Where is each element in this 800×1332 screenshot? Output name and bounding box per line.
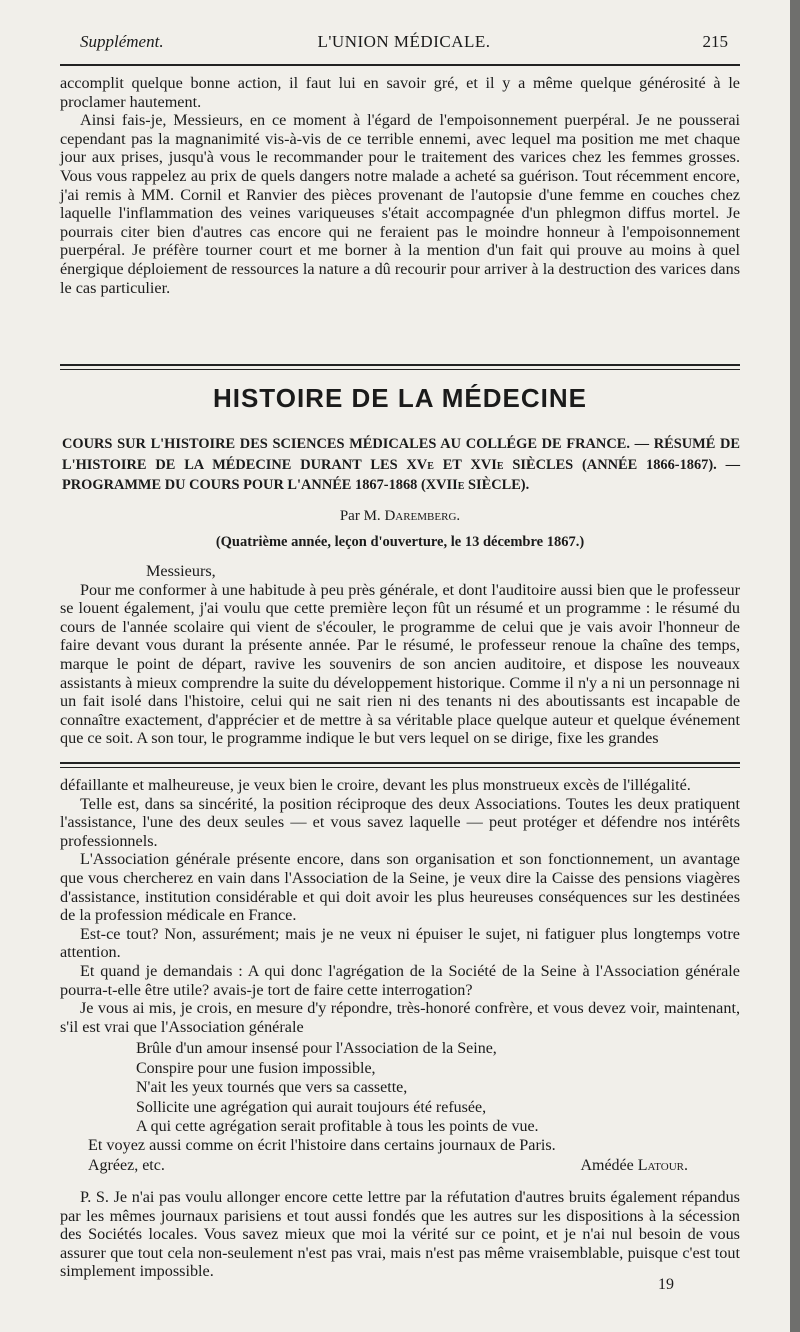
course-title: COURS SUR L'HISTOIRE DES SCIENCES MÉDICALES AU COLLÉGE DE FRANCE. — RÉSUMÉ DE L'HISTOIRE DE LA MÉDECINE DURANT LES XVe ET XVIe SIÈCLES (ANNÉE 1866-1867). — PROGRAMME DU COURS POUR L'ANNÉE 1867-1868 (XVIIe SIÈCLE). bbox=[62, 436, 740, 493]
signature-first: Amédée bbox=[580, 1157, 634, 1174]
paragraph: accomplit quelque bonne action, il faut lui en savoir gré, et il y a même quelque générosité à le proclamer hautement. bbox=[60, 74, 740, 111]
paragraph: Telle est, dans sa sincérité, la position réciproque des deux Associations. Toutes les deux pratiquent l'assistance, l'une des deux seules — et vous savez laquelle — peut protéger et défendre nos intérêts professionnels. bbox=[60, 794, 740, 850]
paragraph: défaillante et malheureuse, je veux bien le croire, devant les plus monstrueux excès de l'illégalité. bbox=[60, 776, 691, 794]
verse-line: A qui cette agrégation serait profitable à tous les points de vue. bbox=[136, 1118, 539, 1136]
letter-text bbox=[60, 776, 740, 1036]
postscript: P. S. Je n'ai pas voulu allonger encore cette lettre par la réfutation d'autres bruits également répandus par les mêmes journaux parisiens et tout aussi fondés que les autres sur les dispositions à la sécession des Sociétés locales. Vous savez mieux que moi la vérité sur ce point, et je n'ai nul besoin de vous assurer que tout cela non-seulement n'est pas vrai, mais n'est pas même vraisemblable, puisque c'est tout simplement impossible. bbox=[60, 1188, 740, 1281]
section-rule-top-2 bbox=[60, 369, 740, 370]
paragraph: Je vous ai mis, je crois, en mesure d'y répondre, très-honoré confrère, et vous devez voir, maintenant, s'il est vrai que l'Association générale bbox=[60, 999, 740, 1036]
footer-page-number: 19 bbox=[658, 1276, 674, 1293]
header-journal-title: L'UNION MÉDICALE. bbox=[317, 32, 491, 51]
running-header bbox=[80, 32, 728, 56]
author-line bbox=[60, 508, 740, 525]
verse-list bbox=[136, 1039, 696, 1137]
verse-line: Brûle d'un amour insensé pour l'Association de la Seine, bbox=[136, 1040, 497, 1057]
sign-off-line bbox=[88, 1157, 688, 1175]
section-rule-top bbox=[60, 364, 740, 366]
postscript-text bbox=[60, 1188, 740, 1281]
author-name: Daremberg. bbox=[384, 508, 461, 524]
lecture-text bbox=[60, 562, 740, 748]
header-rule bbox=[60, 64, 740, 66]
divider-rule-2 bbox=[60, 767, 740, 768]
page-edge-shadow bbox=[790, 0, 800, 1332]
divider-rule bbox=[60, 762, 740, 764]
closing-line bbox=[88, 1136, 740, 1155]
salutation: Messieurs, bbox=[146, 562, 216, 580]
signature bbox=[580, 1157, 688, 1175]
lecture-note: (Quatrième année, leçon d'ouverture, le 13 décembre 1867.) bbox=[215, 534, 585, 550]
paragraph: L'Association générale présente encore, dans son organisation et son fonctionnement, un avantage que vous chercherez en vain dans l'Association de la Seine, je veux dire la Caisse des pensions viagères d'assistance, institution considérable et qui doit avoir les plus heureuses conséquences sur les destinées de la profession médicale en France. bbox=[60, 850, 740, 925]
paragraph: Et quand je demandais : A qui donc l'agrégation de la Société de la Seine à l'Association générale pourra-t-elle être utile? avais-je tort de faire cette interrogation? bbox=[60, 961, 740, 999]
verse-line: N'ait les yeux tournés que vers sa cassette, bbox=[136, 1079, 408, 1097]
top-article-text bbox=[60, 74, 740, 297]
header-supplement: Supplément. bbox=[80, 32, 164, 51]
paragraph: Est-ce tout? Non, assurément; mais je ne veux ni épuiser le sujet, ni fatiguer plus longtemps votre attention. bbox=[60, 924, 740, 962]
signature-last: Latour. bbox=[637, 1157, 688, 1174]
author-prefix: Par M. bbox=[339, 508, 381, 524]
header-page-number: 215 bbox=[702, 32, 728, 51]
section-title: HISTOIRE DE LA MÉDECINE bbox=[212, 383, 588, 413]
paragraph: Pour me conformer à une habitude à peu près générale, et dont l'auditoire aussi bien que le professeur se louent également, j'ai voulu que cette première leçon fût un résumé et un programme : le résumé du cours de l'année scolaire qui vient de s'écouler, le programme de celui que je vais avoir l'honneur de faire devant vous durant la présente année. Par le résumé, le professeur renoue la chaîne des temps, marque le point de départ, ravive les souvenirs de son ancien auditoire, et dispose les nouveaux assistants à mieux comprendre la suite du développement historique. Comme il n'y a ni un personnage ni un fait isolé dans l'histoire, celui qui ne sait rien ni des tenants ni des aboutissants est incapable de connaître exactement, d'apprécier et de mettre à sa véritable place quelque auteur et quelque événement que ce soit. A son tour, le programme indique le but vers lequel on se dirige, fixe les grandes bbox=[60, 580, 740, 748]
closing-text: Et voyez aussi comme on écrit l'histoire dans certains journaux de Paris. bbox=[88, 1136, 556, 1154]
verse-line: Conspire pour une fusion impossible, bbox=[136, 1059, 376, 1077]
paragraph: Ainsi fais-je, Messieurs, en ce moment à l'égard de l'empoisonnement puerpéral. Je ne pousserai cependant pas la magnanimité vis-à-vis de ce terrible ennemi, avec lequel ma position me met chaque jour aux prises, jusqu'à vous le recommander pour le traitement des varices chez les femmes grosses. Vous vous rappelez au prix de quels dangers notre malade a acheté sa guérison. Tout récemment encore, j'ai remis à MM. Cornil et Ranvier des pièces provenant de l'autopsie d'une femme en couches chez laquelle l'inflammation des veines variqueuses s'était accompagnée d'un phlegmon diffus mortel. Je pourrais citer bien d'autres cas encore qui ne feraient pas le moindre honneur à l'empoisonnement puerpéral. Je préfère tourner court et me borner à la mention d'un fait qui prouve au moins à quel énergique déploiement de ressources la nature a dû recourir pour arriver à la destruction des varices dans le cas particulier. bbox=[60, 111, 740, 297]
sign-off: Agréez, etc. bbox=[88, 1157, 165, 1174]
verse-line: Sollicite une agrégation qui aurait toujours été refusée, bbox=[136, 1098, 487, 1116]
